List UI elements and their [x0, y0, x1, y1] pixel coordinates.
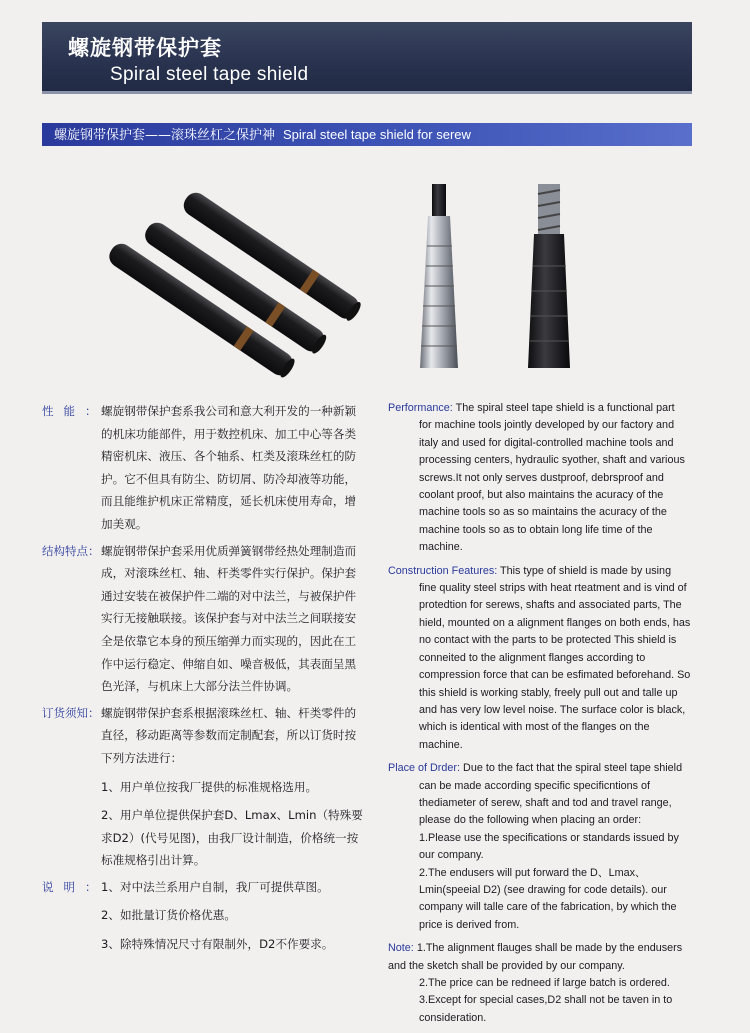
en-performance-line: The spiral steel tape shield is a functional part	[455, 402, 675, 414]
product-photo-shields	[410, 176, 600, 376]
en-note-label: Note:	[388, 942, 414, 955]
cn-note-item: 3、除特殊情况尺寸有限制外，D2不作要求。	[101, 937, 334, 952]
cn-note-item: 2、如批量订货价格优惠。	[101, 908, 236, 923]
en-performance	[388, 400, 693, 557]
cn-structure-text: 螺旋钢带保护套采用优质弹簧钢带经热处理制造而成，对滚珠丝杠、轴、杆类零件实行保护。保护套通过安装在被保护件二端的对中法兰，与被保护件实行无接触联接。该保护套与对中法兰之间联接安全是依靠它本身的预压缩弹力而实现的，因此在工作中运行稳定、伸缩自如、噪音极低，其表面呈黑色光泽，与机床上大部分法兰件协调。	[101, 543, 357, 694]
en-note-item: 3.Except for special cases,D2 shall not be taven in to consideration.	[419, 994, 673, 1024]
en-order-item: 1.Please use the specifications or standards issued by our company.	[419, 831, 679, 862]
en-note	[388, 940, 693, 1027]
cn-order-text: 螺旋钢带保护套系根据滚珠丝杠、轴、杆类零件的直径，移动距离等参数而定制配套，所以订货时按下列方法进行：	[101, 705, 357, 765]
cn-order	[42, 702, 367, 872]
en-performance-text: for machine tools jointly developed by our factory and italy and used for digital-controlled machine tools and processing centers, hydraulic syother, shaft and various screws.It not only serves dustproof, debrsproof and coolant proof, but also maintains the acuracy of the machine tools so as so maintains the acuracy of the machine tools so as to obtain long life time of the machine.	[419, 419, 685, 554]
cn-performance-label: 性能：	[42, 404, 107, 418]
en-note-item: 2.The price can be redneed if large batch is ordered.	[419, 977, 670, 989]
cn-performance	[42, 400, 367, 536]
cn-note	[42, 876, 367, 956]
section-banner-en: Spiral steel tape shield for serew	[283, 127, 471, 142]
section-banner-cn: 螺旋钢带保护套——滚珠丝杠之保护神	[54, 128, 276, 143]
cn-order-label: 订货须知：	[42, 705, 100, 720]
en-construction-label: Construction Features:	[388, 564, 498, 577]
cn-performance-text: 螺旋钢带保护套系我公司和意大利开发的一种新颖的机床功能部件，用于数控机床、加工中心等各类精密机床、液压、各个轴系、杠类及滚珠丝杠的防护。它不但具有防尘、防切屑、防冷却液等功能，而且能维护机床正常精度，延长机床使用寿命，增加美观。	[101, 404, 357, 531]
page-title-en: Spiral steel tape shield	[110, 64, 309, 85]
en-order-label: Place of Drder:	[388, 762, 461, 775]
cn-order-item: 2、用户单位提供保护套D、Lmax、Lmin（特殊要求D2）(代号见图)，由我厂设计制造，价格统一按标准规格引出计算。	[101, 808, 363, 868]
en-construction-text: fine quality steel strips with heat rteatment and is vind of protedtion for serews, shafts and associated parts, The hield, mounted on a alignment flanges on both ends, has no contact with the parts to be protected This shield is conneited to the alignment flanges according to compression force that can be esfimated beforehand. So this shield is working stably, freely pull out and talle up and has very low level noise. The surface color is black, which is identical with most of the flanges on the machine.	[419, 582, 691, 751]
cn-structure-label: 结构特点：	[42, 543, 100, 558]
en-order-line: Due to the fact that the spiral steel tape shield	[463, 762, 683, 775]
shield-black	[528, 184, 570, 368]
en-note-item: 1.The alignment flauges shall be made by the endusers and the sketch shall be provided by our company.	[388, 942, 683, 972]
en-order-item: 2.The endusers will put forward the D、Lmax、Lmin(speeial D2) (see drawing for code details). our company will talle care of the fabrication, by which the price is derived from.	[419, 866, 677, 931]
en-construction-line: This type of shield is made by using	[500, 564, 672, 577]
en-performance-label: Performance:	[388, 402, 453, 414]
en-order	[388, 760, 693, 934]
english-description	[388, 400, 693, 1033]
cn-note-item: 1、对中法兰系用户自制，我厂可提供草图。	[101, 879, 329, 894]
cn-order-item: 1、用户单位按我厂提供的标准规格选用。	[101, 779, 318, 794]
cn-note-label: 说明：	[42, 879, 107, 894]
shield-steel	[420, 184, 458, 368]
en-order-text: can be made according specific specificntions of thediameter of serew, shaft and tod and travel range, please do the following when placing an order:	[419, 779, 672, 827]
chinese-description	[42, 400, 367, 960]
en-construction	[388, 563, 693, 754]
section-banner	[42, 123, 692, 146]
product-photo-tubes	[108, 176, 368, 376]
page-title-cn: 螺旋钢带保护套	[68, 36, 222, 60]
page-header	[42, 22, 692, 94]
cn-structure	[42, 540, 367, 698]
